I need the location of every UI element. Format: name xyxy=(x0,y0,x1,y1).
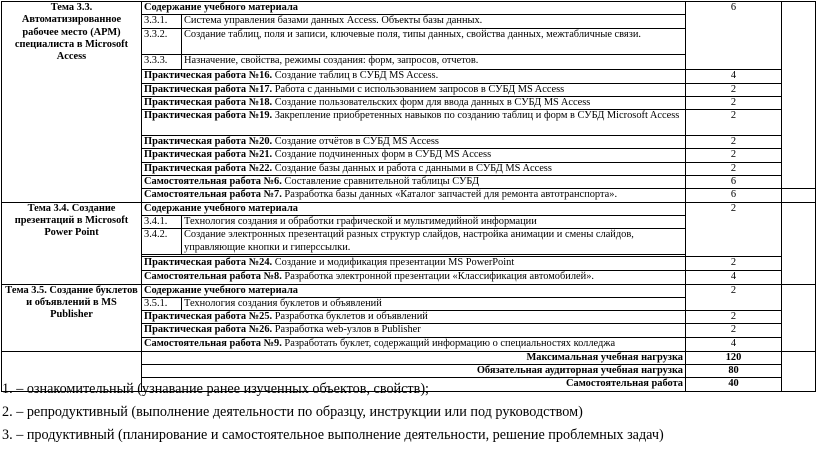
work-row xyxy=(142,149,686,162)
total-label: Максимальная учебная нагрузка xyxy=(142,351,686,364)
work-hours: 2 xyxy=(686,162,782,175)
work-text: Разработка базы данных «Каталог запчастей для ремонта автотранспорта». xyxy=(281,189,618,201)
work-hours: 6 xyxy=(686,176,782,189)
content-item-number: 3.3.1. xyxy=(142,15,182,29)
content-item-text: Технология создания и обработки графической и мультимедийной информации xyxy=(182,215,686,228)
work-text: Разработать буклет, содержащий информацию о специальностях колледжа xyxy=(281,337,616,349)
topic-title: Тема 3.5. Создание буклетов и объявлений в MS Publisher xyxy=(2,284,142,351)
work-row xyxy=(142,110,686,136)
level-cell xyxy=(782,284,816,351)
work-row xyxy=(142,83,686,96)
content-item-number: 3.4.1. xyxy=(142,215,182,228)
topic-title: Тема 3.4. Создание презентаций в Microsoft Power Point xyxy=(2,202,142,284)
content-item-text: Система управления базами данных Access. Объекты базы данных. xyxy=(182,15,686,29)
work-text: Создание подчиненных форм в СУБД MS Access xyxy=(272,149,492,161)
work-row xyxy=(142,162,686,175)
work-hours: 2 xyxy=(686,311,782,324)
topic-title: Тема 3.3. Автоматизированное рабочее место (АРМ) специалиста в Microsoft Access xyxy=(2,2,142,203)
work-text: Составление сравнительной таблицы СУБД xyxy=(281,176,480,188)
work-label: Практическая работа №17. xyxy=(144,83,273,95)
level-cell xyxy=(782,202,816,284)
work-hours: 2 xyxy=(686,83,782,96)
work-row xyxy=(142,136,686,149)
work-row xyxy=(142,96,686,109)
level-cell xyxy=(782,351,816,391)
work-label: Практическая работа №24. xyxy=(144,257,273,269)
content-item-number: 3.3.3. xyxy=(142,55,182,70)
content-hours: 2 xyxy=(686,202,782,257)
work-text: Закрепление приобретенных навыков по созданию таблиц и форм в СУБД Microsoft Access xyxy=(272,110,680,122)
work-label: Самостоятельная работа №6. xyxy=(144,176,282,188)
work-label: Практическая работа №26. xyxy=(144,324,273,336)
work-text: Создание отчётов в СУБД MS Access xyxy=(272,136,439,148)
work-row xyxy=(142,270,686,284)
work-label: Самостоятельная работа №7. xyxy=(144,189,282,201)
content-header: Содержание учебного материала xyxy=(142,284,686,297)
work-label: Практическая работа №19. xyxy=(144,110,273,122)
work-text: Создание пользовательских форм для ввода данных в СУБД MS Access xyxy=(272,96,591,108)
work-hours: 4 xyxy=(686,70,782,83)
work-hours: 2 xyxy=(686,324,782,337)
work-label: Практическая работа №16. xyxy=(144,70,273,82)
work-text: Создание и модификация презентации MS PowerPoint xyxy=(272,257,515,269)
content-item-number: 3.3.2. xyxy=(142,29,182,55)
level-cell xyxy=(782,189,816,202)
legend-line: 1. – ознакомительный (узнавание ранее изученных объектов, свойств); xyxy=(2,381,429,397)
work-hours: 6 xyxy=(686,189,782,202)
work-row xyxy=(142,70,686,83)
work-text: Создание таблиц в СУБД MS Access. xyxy=(272,70,439,82)
work-hours: 4 xyxy=(686,337,782,351)
content-item-number: 3.4.2. xyxy=(142,229,182,255)
work-text: Разработка web-узлов в Publisher xyxy=(272,324,421,336)
work-hours: 2 xyxy=(686,110,782,136)
work-text: Создание базы данных и работа с данными в СУБД MS Access xyxy=(272,162,552,174)
work-text: Разработка электронной презентации «Классификация автомобилей». xyxy=(281,270,594,282)
work-label: Самостоятельная работа №9. xyxy=(144,337,282,349)
total-label: Самостоятельная работа xyxy=(142,378,686,391)
work-label: Практическая работа №21. xyxy=(144,149,273,161)
work-label: Практическая работа №22. xyxy=(144,162,273,174)
work-hours: 2 xyxy=(686,257,782,270)
work-text: Работа с данными с использованием запросов в СУБД MS Access xyxy=(272,83,565,95)
total-value: 120 xyxy=(686,351,782,364)
level-cell xyxy=(782,2,816,189)
work-row xyxy=(142,176,686,189)
curriculum-table xyxy=(1,1,816,392)
work-row xyxy=(142,311,686,324)
legend-line: 3. – продуктивный (планирование и самостоятельное выполнение деятельности, решение проблемных задач) xyxy=(2,427,664,443)
work-hours: 2 xyxy=(686,149,782,162)
total-value: 40 xyxy=(686,378,782,391)
total-value: 80 xyxy=(686,365,782,378)
work-row xyxy=(142,257,686,270)
content-item-text: Технология создания буклетов и объявлений xyxy=(182,297,686,310)
content-header: Содержание учебного материала xyxy=(142,202,686,215)
content-item-text: Назначение, свойства, режимы создания: форм, запросов, отчетов. xyxy=(182,55,686,70)
work-row xyxy=(142,324,686,337)
content-hours: 6 xyxy=(686,2,782,70)
legend-line: 2. – репродуктивный (выполнение деятельности по образцу, инструкции или под руководством) xyxy=(2,404,583,420)
content-hours: 2 xyxy=(686,284,782,311)
work-text: Разработка буклетов и объявлений xyxy=(272,311,428,323)
work-label: Практическая работа №18. xyxy=(144,96,273,108)
work-label: Самостоятельная работа №8. xyxy=(144,270,282,282)
work-hours: 2 xyxy=(686,96,782,109)
content-item-text: Создание таблиц, поля и записи, ключевые поля, типы данных, свойства данных, межтабличные связи. xyxy=(182,29,686,55)
content-header: Содержание учебного материала xyxy=(142,2,686,15)
work-label: Практическая работа №25. xyxy=(144,311,273,323)
work-hours: 2 xyxy=(686,136,782,149)
work-hours: 4 xyxy=(686,270,782,284)
work-label: Практическая работа №20. xyxy=(144,136,273,148)
work-row xyxy=(142,337,686,351)
total-label: Обязательная аудиторная учебная нагрузка xyxy=(142,365,686,378)
content-item-text: Создание электронных презентаций разных структур слайдов, настройка анимации и смены слайдов, управляющие кнопки и гиперссылки. xyxy=(182,229,686,255)
work-row xyxy=(142,189,686,202)
content-item-number: 3.5.1. xyxy=(142,297,182,310)
